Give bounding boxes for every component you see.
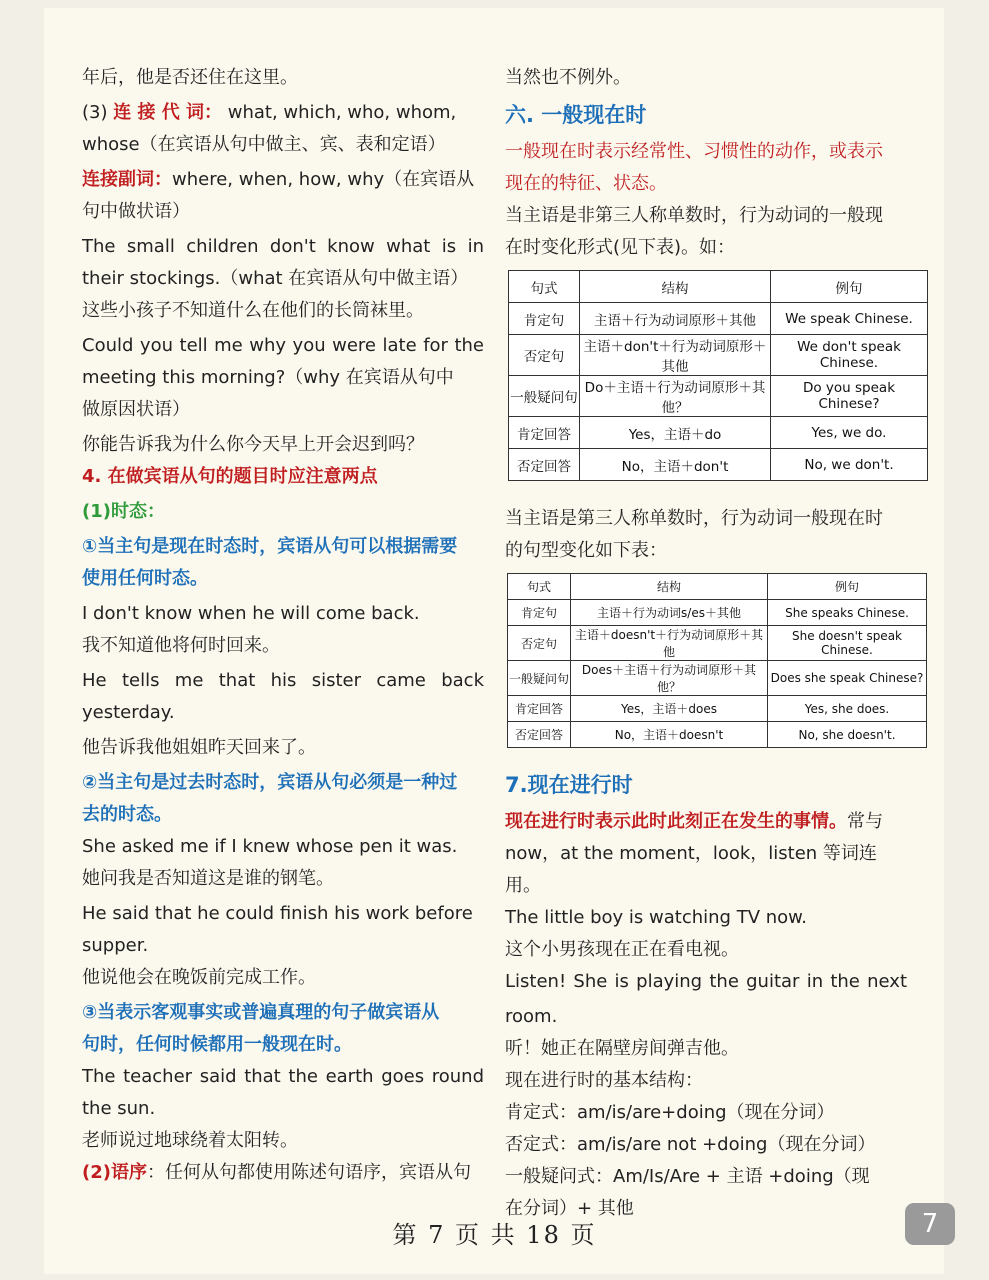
table-cell: Yes，主语＋do bbox=[580, 417, 771, 449]
table-header: 句式 bbox=[509, 271, 580, 303]
table-cell: 肯定句 bbox=[509, 303, 580, 335]
table-cell: Does＋主语＋行为动词原形＋其他？ bbox=[571, 661, 768, 696]
table-cell: 主语＋行为动词原形＋其他 bbox=[580, 303, 771, 335]
table-cell: No，主语＋doesn't bbox=[571, 722, 768, 748]
text-span: (3) bbox=[82, 102, 114, 123]
table-cell: 肯定句 bbox=[508, 600, 571, 626]
table-header: 句式 bbox=[508, 574, 571, 600]
text-span: ：任何从句都使用陈述句语序，宾语从句 bbox=[146, 1162, 471, 1183]
table-cell: 否定回答 bbox=[508, 722, 571, 748]
table-header-row bbox=[509, 271, 928, 303]
rule-heading: 去的时态。 bbox=[82, 804, 172, 825]
table-cell: We speak Chinese. bbox=[771, 303, 928, 335]
table-row bbox=[508, 696, 927, 722]
table-header-row bbox=[508, 574, 927, 600]
text-line: meeting this morning?（why 在宾语从句中 bbox=[82, 367, 454, 388]
table-header: 例句 bbox=[771, 271, 928, 303]
table-cell: No, we don't. bbox=[771, 449, 928, 481]
table-row bbox=[508, 722, 927, 748]
text-line: He tells me that his sister came back bbox=[82, 670, 484, 691]
text-line: 你能告诉我为什么你今天早上开会迟到吗？ bbox=[82, 434, 424, 455]
table-cell: Yes，主语＋does bbox=[571, 696, 768, 722]
term-label: 连接副词： bbox=[82, 169, 172, 190]
table-cell: 否定句 bbox=[508, 626, 571, 661]
text-line: She asked me if I knew whose pen it was. bbox=[82, 836, 458, 857]
text-line: 当然也不例外。 bbox=[505, 67, 631, 88]
rule-heading: ①当主句是现在时态时，宾语从句可以根据需要 bbox=[82, 536, 458, 557]
text-line: 当主语是第三人称单数时，行为动词一般现在时 bbox=[505, 508, 883, 529]
text-line: 在分词）+ 其他 bbox=[505, 1198, 634, 1219]
table-row bbox=[508, 626, 927, 661]
table-cell: She speaks Chinese. bbox=[768, 600, 927, 626]
table-cell: We don't speak Chinese. bbox=[771, 335, 928, 376]
table-cell: Does she speak Chinese? bbox=[768, 661, 927, 696]
table-row bbox=[509, 417, 928, 449]
table-cell: 一般疑问句 bbox=[508, 661, 571, 696]
table-cell: Do＋主语＋行为动词原形＋其他？ bbox=[580, 376, 771, 417]
table-cell: Yes, she does. bbox=[768, 696, 927, 722]
rule-heading: 句时，任何时候都用一般现在时。 bbox=[82, 1034, 352, 1055]
text-line: room. bbox=[505, 1006, 558, 1027]
text-line: Listen! She is playing the guitar in the next bbox=[505, 971, 907, 992]
text-line bbox=[82, 164, 484, 196]
text-line: now，at the moment，look，listen 等词连用。 bbox=[505, 843, 877, 896]
page-number-footer: 第 7 页 共 18 页 bbox=[392, 1221, 597, 1249]
table-cell: 主语＋doesn't＋行为动词原形＋其他 bbox=[571, 626, 768, 661]
text-line: 否定式：am/is/are not +doing（现在分词） bbox=[505, 1134, 876, 1155]
table-cell: She doesn't speak Chinese. bbox=[768, 626, 927, 661]
table-header: 例句 bbox=[768, 574, 927, 600]
present-simple-table bbox=[508, 270, 928, 481]
definition-line: 一般现在时表示经常性、习惯性的动作，或表示 bbox=[505, 141, 883, 162]
text-line: the sun. bbox=[82, 1098, 156, 1119]
text-line: 做原因状语） bbox=[82, 399, 190, 420]
text-line: 年后，他是否还住在这里。 bbox=[82, 67, 298, 88]
table-cell: No，主语＋don't bbox=[580, 449, 771, 481]
text-span: what, which, who, whom, bbox=[222, 102, 457, 123]
table-header: 结构 bbox=[571, 574, 768, 600]
text-line: 她问我是否知道这是谁的钢笔。 bbox=[82, 868, 334, 889]
text-line: 我不知道他将何时回来。 bbox=[82, 635, 280, 656]
table-row bbox=[508, 661, 927, 696]
text-line bbox=[82, 1157, 484, 1189]
text-line bbox=[505, 806, 907, 838]
text-line: supper. bbox=[82, 935, 149, 956]
text-line: The little boy is watching TV now. bbox=[505, 907, 807, 928]
definition-line: 现在的特征、状态。 bbox=[505, 173, 667, 194]
text-line: The small children don't know what is in bbox=[82, 236, 484, 257]
section-heading: 六. 一般现在时 bbox=[505, 103, 647, 127]
text-line: 在时变化形式(见下表)。如： bbox=[505, 237, 736, 258]
text-line: Could you tell me why you were late for the bbox=[82, 335, 484, 356]
term-label: (2)语序 bbox=[82, 1162, 147, 1183]
term-label: 连 接 代 词： bbox=[113, 102, 223, 123]
table-row bbox=[509, 303, 928, 335]
text-span: where, when, how, why（在宾语从 bbox=[172, 169, 475, 190]
table-cell: 肯定回答 bbox=[509, 417, 580, 449]
table-cell: 否定回答 bbox=[509, 449, 580, 481]
table-row bbox=[509, 376, 928, 417]
text-line: 老师说过地球绕着太阳转。 bbox=[82, 1130, 298, 1151]
text-line: 当主语是非第三人称单数时，行为动词的一般现 bbox=[505, 205, 883, 226]
third-person-table bbox=[507, 573, 927, 748]
page-badge: 7 bbox=[905, 1203, 955, 1245]
definition-span: 现在进行时表示此时此刻正在发生的事情。 bbox=[505, 811, 847, 832]
rule-heading: 使用任何时态。 bbox=[82, 568, 208, 589]
table-cell: 主语＋行为动词s/es＋其他 bbox=[571, 600, 768, 626]
text-line: 他告诉我他姐姐昨天回来了。 bbox=[82, 737, 316, 758]
table-cell: 肯定回答 bbox=[508, 696, 571, 722]
table-cell: 主语＋don't＋行为动词原形＋其他 bbox=[580, 335, 771, 376]
text-line: The teacher said that the earth goes round bbox=[82, 1066, 484, 1087]
text-span: 常与 bbox=[847, 811, 883, 832]
table-header: 结构 bbox=[580, 271, 771, 303]
sub-heading: (1)时态： bbox=[82, 501, 165, 522]
right-column bbox=[505, 62, 924, 1225]
table-row bbox=[508, 600, 927, 626]
text-line: I don't know when he will come back. bbox=[82, 603, 420, 624]
text-line: 一般疑问式：Am/Is/Are + 主语 +doing（现 bbox=[505, 1166, 870, 1187]
text-line: 现在进行时的基本结构： bbox=[505, 1070, 703, 1091]
table-cell: Yes, we do. bbox=[771, 417, 928, 449]
section-heading: 7.现在进行时 bbox=[505, 773, 633, 797]
section-heading: 4. 在做宾语从句的题目时应注意两点 bbox=[82, 466, 378, 487]
table-row bbox=[509, 449, 928, 481]
text-line: 这个小男孩现在正在看电视。 bbox=[505, 939, 739, 960]
text-line: 句中做状语） bbox=[82, 201, 190, 222]
table-cell: No, she doesn't. bbox=[768, 722, 927, 748]
text-line: 肯定式：am/is/are+doing（现在分词） bbox=[505, 1102, 835, 1123]
rule-heading: ③当表示客观事实或普遍真理的句子做宾语从 bbox=[82, 1002, 440, 1023]
left-column bbox=[82, 62, 484, 1189]
text-line: 这些小孩子不知道什么在他们的长筒袜里。 bbox=[82, 300, 424, 321]
text-line: yesterday. bbox=[82, 702, 175, 723]
text-line: He said that he could finish his work before bbox=[82, 903, 473, 924]
text-line: 的句型变化如下表： bbox=[505, 540, 667, 561]
text-line: 听！她正在隔壁房间弹吉他。 bbox=[505, 1038, 739, 1059]
table-cell: 否定句 bbox=[509, 335, 580, 376]
text-line: whose（在宾语从句中做主、宾、表和定语） bbox=[82, 134, 446, 155]
table-cell: 一般疑问句 bbox=[509, 376, 580, 417]
table-cell: Do you speak Chinese? bbox=[771, 376, 928, 417]
rule-heading: ②当主句是过去时态时，宾语从句必须是一种过 bbox=[82, 772, 458, 793]
table-row bbox=[509, 335, 928, 376]
text-line: 他说他会在晚饭前完成工作。 bbox=[82, 967, 316, 988]
text-line: their stockings.（what 在宾语从句中做主语） bbox=[82, 268, 469, 289]
text-line bbox=[82, 97, 484, 129]
